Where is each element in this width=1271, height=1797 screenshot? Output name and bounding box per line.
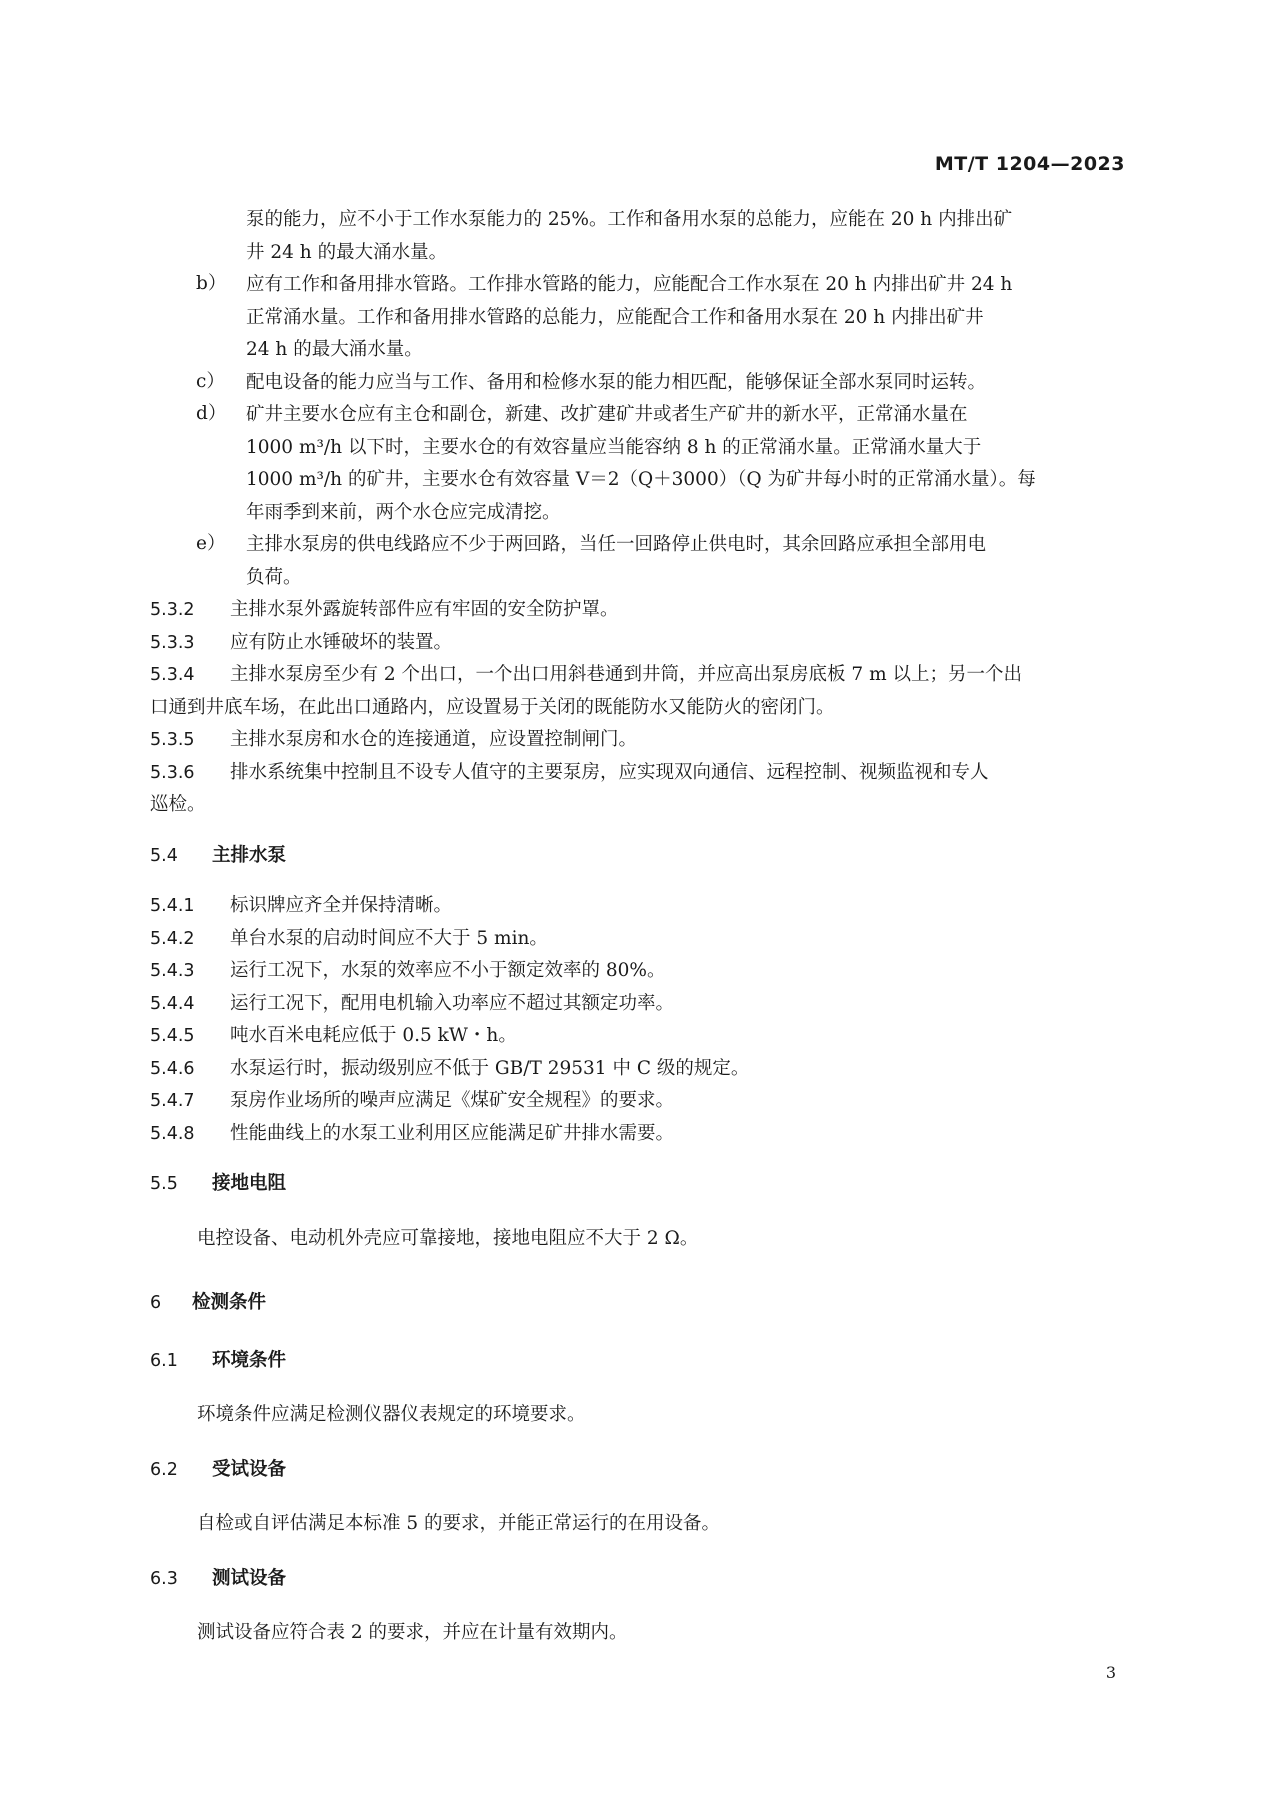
clause-text: 主排水泵外露旋转部件应有牢固的安全防护罩。 bbox=[230, 599, 619, 620]
clause-5-3-6 bbox=[150, 757, 1122, 822]
document-code-header: MT/T 1204—2023 bbox=[934, 153, 1125, 175]
section-heading-5-4 bbox=[150, 840, 1122, 873]
text-line: 24 h 的最大涌水量。 bbox=[246, 339, 423, 360]
clause-text: 巡检。 bbox=[150, 794, 206, 815]
clause-5-4-1 bbox=[150, 890, 1122, 923]
clause-5-4-2 bbox=[150, 923, 1122, 956]
list-letter: c） bbox=[196, 370, 225, 392]
text-line: 正常涌水量。工作和备用排水管路的总能力，应能配合工作和备用水泵在 20 h 内排出矿井 bbox=[246, 306, 984, 328]
section-heading-6-2 bbox=[150, 1454, 1122, 1487]
text-line: 井 24 h 的最大涌水量。 bbox=[246, 241, 448, 263]
section-title: 接地电阻 bbox=[212, 1173, 287, 1194]
text-line: 1000 m³/h 的矿井，主要水仓有效容量 V＝2（Q＋3000）（Q 为矿井每小时的正常涌水量）。每 bbox=[246, 469, 1036, 490]
list-item-e bbox=[150, 529, 1122, 594]
section-title: 主排水泵 bbox=[212, 844, 287, 866]
clause-number: 5.3.2 bbox=[150, 600, 195, 620]
section-heading-6-1 bbox=[150, 1345, 1122, 1378]
clause-number: 5.4.6 bbox=[150, 1058, 195, 1079]
clause-text: 主排水泵房和水仓的连接通道，应设置控制闸门。 bbox=[230, 729, 638, 750]
clause-number: 5.4.4 bbox=[150, 993, 195, 1014]
section-title: 检测条件 bbox=[192, 1292, 267, 1313]
section-number: 6.2 bbox=[150, 1459, 178, 1480]
clause-number: 5.4.8 bbox=[150, 1123, 195, 1144]
text-line: 应有工作和备用排水管路。工作排水管路的能力，应能配合工作水泵在 20 h 内排出矿井 24 h bbox=[246, 274, 1013, 295]
clause-5-4-4 bbox=[150, 988, 1122, 1021]
clause-5-3-3 bbox=[150, 627, 1122, 660]
clause-text: 吨水百米电耗应低于 0.5 kW・h。 bbox=[230, 1025, 517, 1046]
text-line: 负荷。 bbox=[246, 566, 302, 588]
clause-number: 5.3.4 bbox=[150, 665, 195, 685]
clause-text: 单台水泵的启动时间应不大于 5 min。 bbox=[230, 927, 548, 949]
section-number: 5.5 bbox=[150, 1174, 178, 1194]
section-number: 5.4 bbox=[150, 845, 178, 866]
clause-text: 标识牌应齐全并保持清晰。 bbox=[230, 895, 453, 916]
clause-5-4-3 bbox=[150, 955, 1122, 988]
clause-5-4-5 bbox=[150, 1020, 1122, 1053]
clause-text: 口通到井底车场，在此出口通路内，应设置易于关闭的既能防水又能防火的密闭门。 bbox=[150, 696, 835, 718]
list-letter: d） bbox=[196, 403, 227, 424]
clause-number: 5.3.6 bbox=[150, 762, 195, 783]
clause-5-3-4 bbox=[150, 659, 1122, 724]
clause-5-3-2 bbox=[150, 594, 1122, 627]
text-line: 配电设备的能力应当与工作、备用和检修水泵的能力相匹配，能够保证全部水泵同时运转。 bbox=[246, 371, 987, 393]
section-number: 6.3 bbox=[150, 1568, 178, 1589]
clause-text: 运行工况下，水泵的效率应不小于额定效率的 80%。 bbox=[230, 960, 666, 981]
text-line: 1000 m³/h 以下时，主要水仓的有效容量应当能容纳 8 h 的正常涌水量。正常涌水量大于 bbox=[246, 436, 982, 458]
clause-text: 性能曲线上的水泵工业利用区应能满足矿井排水需要。 bbox=[230, 1122, 675, 1144]
text-line: 主排水泵房的供电线路应不少于两回路，当任一回路停止供电时，其余回路应承担全部用电 bbox=[246, 534, 987, 555]
clause-number: 5.3.3 bbox=[150, 632, 195, 653]
text-line: 泵的能力，应不小于工作水泵能力的 25%。工作和备用水泵的总能力，应能在 20 h 内排出矿 bbox=[246, 209, 1013, 230]
list-item-c bbox=[150, 367, 1122, 400]
clause-text: 主排水泵房至少有 2 个出口，一个出口用斜巷通到井筒，并应高出泵房底板 7 m 以上；另一个出 bbox=[230, 664, 1022, 685]
page-number: 3 bbox=[1105, 1663, 1116, 1682]
paragraph: 测试设备应符合表 2 的要求，并应在计量有效期内。 bbox=[197, 1622, 628, 1643]
section-heading-6 bbox=[150, 1287, 1122, 1320]
clause-5-4-6 bbox=[150, 1053, 1122, 1086]
clause-number: 5.4.7 bbox=[150, 1091, 195, 1111]
paragraph: 环境条件应满足检测仪器仪表规定的环境要求。 bbox=[197, 1404, 586, 1425]
list-item-d bbox=[150, 399, 1122, 529]
section-heading-5-5 bbox=[150, 1168, 1122, 1201]
list-letter: b） bbox=[196, 273, 227, 294]
section-number: 6.1 bbox=[150, 1350, 178, 1371]
section-heading-6-3 bbox=[150, 1563, 1122, 1596]
clause-number: 5.4.5 bbox=[150, 1026, 195, 1046]
clause-5-3-5 bbox=[150, 724, 1122, 757]
section-title: 受试设备 bbox=[212, 1458, 287, 1480]
text-line: 矿井主要水仓应有主仓和副仓，新建、改扩建矿井或者生产矿井的新水平，正常涌水量在 bbox=[246, 404, 968, 425]
clause-5-4-8 bbox=[150, 1118, 1122, 1151]
clause-number: 5.4.3 bbox=[150, 961, 195, 981]
section-title: 测试设备 bbox=[212, 1567, 287, 1589]
clause-number: 5.3.5 bbox=[150, 730, 195, 750]
text-line: 年雨季到来前，两个水仓应完成清挖。 bbox=[246, 501, 561, 523]
clause-number: 5.4.1 bbox=[150, 896, 195, 916]
section-title: 环境条件 bbox=[212, 1349, 287, 1371]
document-body bbox=[150, 204, 1122, 1650]
clause-text: 泵房作业场所的噪声应满足《煤矿安全规程》的要求。 bbox=[230, 1090, 675, 1111]
paragraph: 电控设备、电动机外壳应可靠接地，接地电阻应不大于 2 Ω。 bbox=[197, 1227, 699, 1249]
clause-text: 水泵运行时，振动级别应不低于 GB/T 29531 中 C 级的规定。 bbox=[230, 1057, 750, 1079]
list-item-b bbox=[150, 269, 1122, 367]
section-number: 6 bbox=[150, 1293, 162, 1313]
list-item-a-continued bbox=[150, 204, 1122, 269]
clause-text: 应有防止水锤破坏的装置。 bbox=[230, 631, 453, 653]
clause-text: 运行工况下，配用电机输入功率应不超过其额定功率。 bbox=[230, 992, 675, 1014]
clause-text: 排水系统集中控制且不设专人值守的主要泵房，应实现双向通信、远程控制、视频监视和专人 bbox=[230, 761, 989, 783]
paragraph: 自检或自评估满足本标准 5 的要求，并能正常运行的在用设备。 bbox=[197, 1513, 721, 1534]
clause-5-4-7 bbox=[150, 1085, 1122, 1118]
list-letter: e） bbox=[196, 533, 226, 554]
clause-number: 5.4.2 bbox=[150, 928, 195, 949]
